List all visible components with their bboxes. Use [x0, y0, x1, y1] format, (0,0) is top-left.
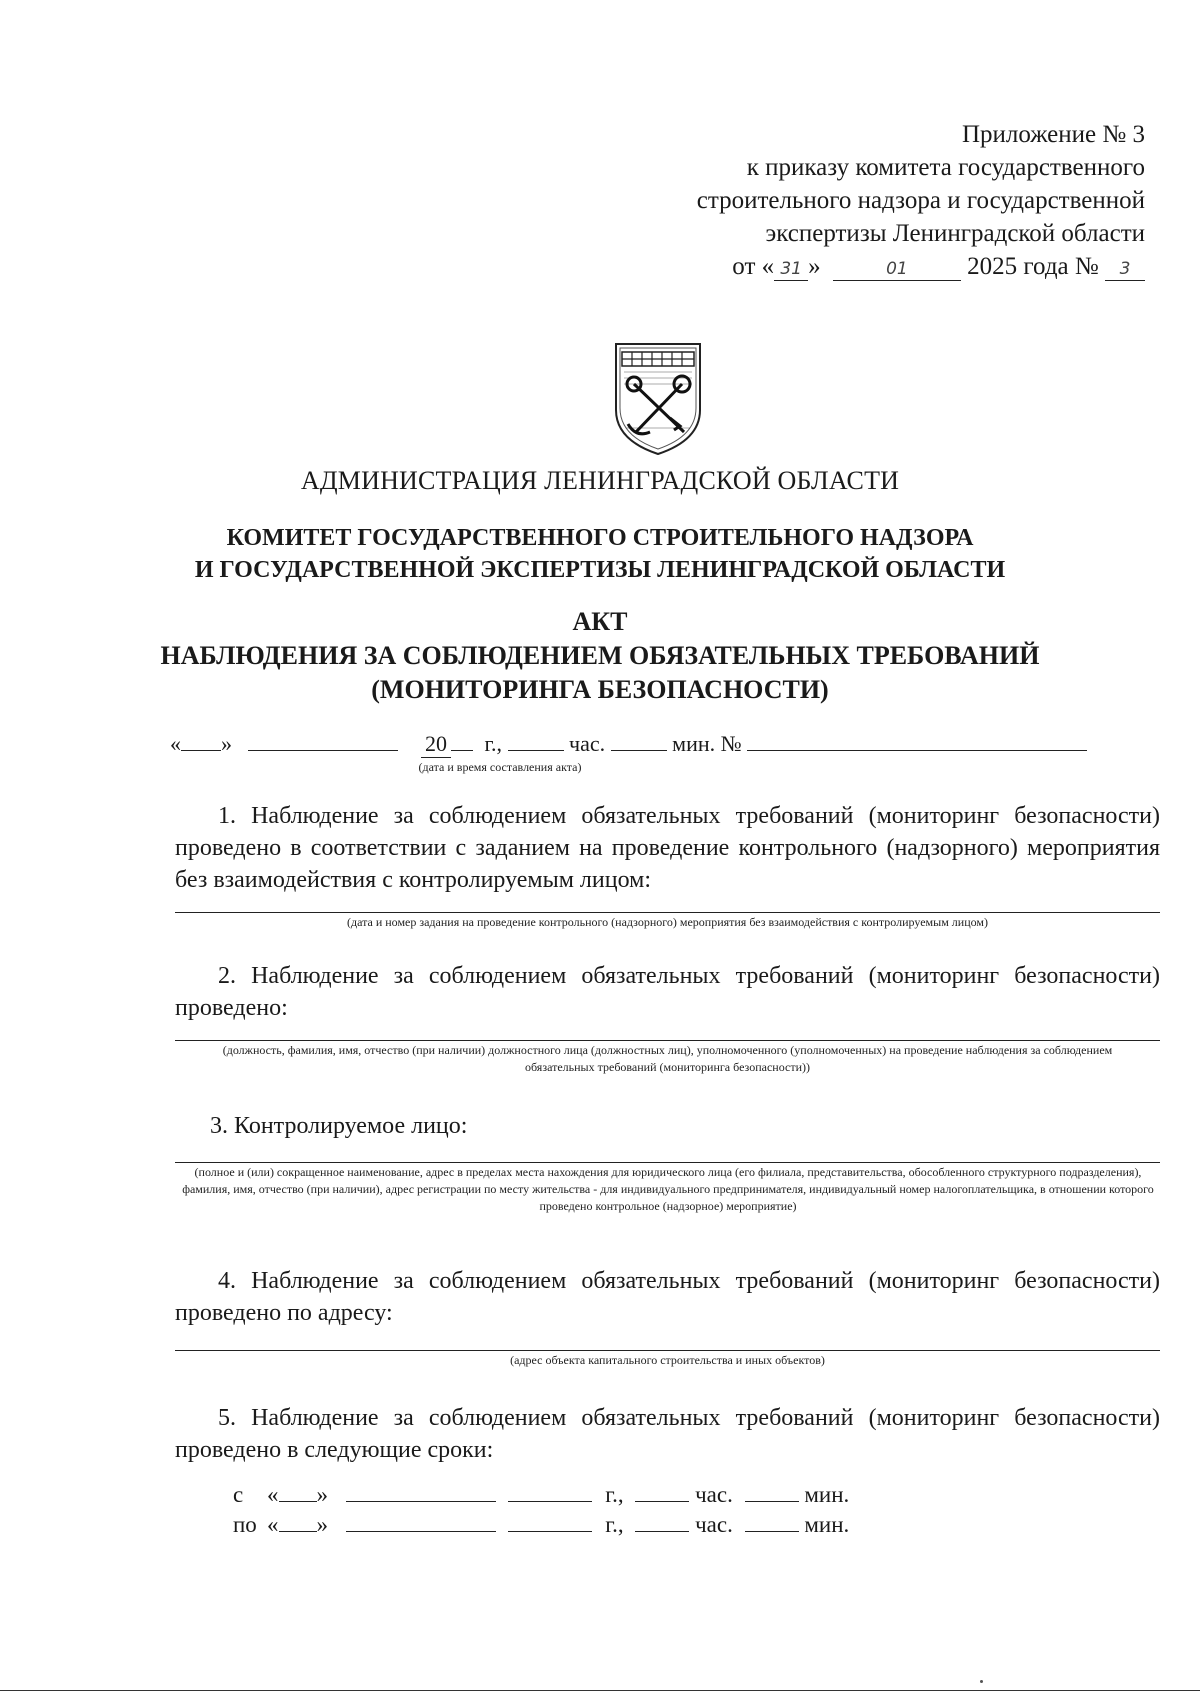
section-1-caption: (дата и номер задания на проведение контрольного (надзорного) мероприятия без взаимодействия с контролируемым лицом)	[347, 915, 988, 929]
section-3-fill-line	[175, 1162, 1160, 1163]
appendix-line: к приказу комитета государственного	[746, 154, 1145, 181]
section-5-text: 5. Наблюдение за соблюдением обязательных требований (мониторинг безопасности) проведено в следующие сроки:	[175, 1405, 1160, 1463]
coat-of-arms-svg	[610, 340, 706, 458]
handwritten-number: 3	[1105, 258, 1145, 281]
appendix-title: Приложение № 3	[961, 121, 1145, 148]
section-3-caption: (полное и (или) сокращенное наименование, адрес в пределах места нахождения для юридического лица (его филиала, представительства, обособленного структурного подразделения), фамилия, имя, отчество (при наличии), адрес регистрации по месту жительства - для индивидуального предпринимателя, индивидуальный номер налогоплательщика, в отношении которого проведено контрольное (надзорное) мероприятие)	[182, 1165, 1154, 1213]
minutes-label: мин. №	[672, 731, 742, 756]
appendix-year: 2025 года №	[967, 253, 1099, 280]
appendix-from: от «	[732, 253, 775, 280]
year-blank	[508, 1481, 592, 1502]
section-1	[175, 800, 1160, 896]
open-quote: «	[267, 1512, 279, 1537]
year-blank	[508, 1511, 592, 1532]
title-sub: (МОНИТОРИНГА БЕЗОПАСНОСТИ)	[371, 675, 829, 704]
committee-line: КОМИТЕТ ГОСУДАРСТВЕННОГО СТРОИТЕЛЬНОГО НАДЗОРА	[226, 525, 974, 551]
from-label: с	[233, 1482, 244, 1507]
scan-dot	[980, 1680, 983, 1683]
section-5	[175, 1402, 1160, 1466]
act-number-blank	[747, 730, 1087, 751]
section-2	[175, 960, 1160, 1024]
year-blank	[451, 730, 473, 751]
close-quote: »	[316, 1482, 328, 1507]
day-blank	[181, 730, 221, 751]
to-label: по	[233, 1512, 257, 1537]
appendix-line: экспертизы Ленинградской области	[765, 220, 1145, 247]
section-4	[175, 1265, 1160, 1329]
section-3-text: 3. Контролируемое лицо:	[210, 1113, 468, 1139]
terms-to-row	[233, 1510, 849, 1540]
section-4-fill-line	[175, 1350, 1160, 1351]
terms-from-row	[233, 1480, 849, 1510]
year-suffix: г.,	[605, 1512, 624, 1537]
administration-heading: АДМИНИСТРАЦИЯ ЛЕНИНГРАДСКОЙ ОБЛАСТИ	[300, 466, 900, 495]
committee-line: И ГОСУДАРСТВЕННОЙ ЭКСПЕРТИЗЫ ЛЕНИНГРАДСКОЙ ОБЛАСТИ	[194, 557, 1006, 583]
century-text: 20	[421, 731, 451, 758]
section-4-text: 4. Наблюдение за соблюдением обязательных требований (мониторинг безопасности) проведено по адресу:	[175, 1268, 1160, 1326]
handwritten-month: 01	[833, 258, 961, 281]
minutes-label: мин.	[804, 1482, 850, 1507]
appendix-date-line	[697, 250, 1145, 283]
section-1-text: 1. Наблюдение за соблюдением обязательных требований (мониторинг безопасности) проведено в соответствии с заданием на проведение контрольного (надзорного) мероприятия без взаимодействия с контролируемым лицом:	[175, 803, 1160, 893]
title-main: НАБЛЮДЕНИЯ ЗА СОБЛЮДЕНИЕМ ОБЯЗАТЕЛЬНЫХ ТРЕБОВАНИЙ	[160, 641, 1040, 670]
open-quote: «	[267, 1482, 279, 1507]
section-4-caption: (адрес объекта капитального строительства и иных объектов)	[510, 1353, 825, 1367]
minute-blank	[745, 1481, 799, 1502]
hours-label: час.	[695, 1512, 733, 1537]
month-blank	[248, 730, 398, 751]
section-2-fill-line	[175, 1040, 1160, 1041]
minutes-label: мин.	[804, 1512, 850, 1537]
hours-label: час.	[569, 731, 606, 756]
act-date-line	[170, 730, 1160, 758]
month-blank	[346, 1481, 496, 1502]
appendix-day-close: »	[808, 253, 821, 280]
close-quote: »	[221, 731, 232, 756]
dateline-caption: (дата и время составления акта)	[418, 760, 582, 774]
minute-blank	[611, 730, 667, 751]
hour-blank	[508, 730, 564, 751]
handwritten-day: 31	[774, 258, 808, 281]
day-blank	[279, 1481, 317, 1502]
committee-heading	[0, 522, 1200, 586]
document-title	[0, 605, 1200, 707]
appendix-line: строительного надзора и государственной	[696, 187, 1145, 214]
coat-of-arms-icon	[610, 340, 706, 458]
section-2-caption: (должность, фамилия, имя, отчество (при наличии) должностного лица (должностных лиц), уполномоченного (уполномоченных) на проведение наблюдения за соблюдением обязательных требований (мониторинга безопасности))	[222, 1043, 1113, 1074]
appendix-block	[697, 118, 1145, 283]
year-suffix: г.,	[605, 1482, 624, 1507]
minute-blank	[745, 1511, 799, 1532]
hour-blank	[635, 1481, 689, 1502]
section-2-text: 2. Наблюдение за соблюдением обязательных требований (мониторинг безопасности) проведено:	[175, 963, 1160, 1021]
section-1-fill-line	[175, 912, 1160, 913]
close-quote: »	[316, 1512, 328, 1537]
hour-blank	[635, 1511, 689, 1532]
section-3	[175, 1110, 1160, 1142]
month-blank	[346, 1511, 496, 1532]
open-quote: «	[170, 731, 181, 756]
hours-label: час.	[695, 1482, 733, 1507]
page-bottom-edge	[0, 1690, 1200, 1691]
year-suffix: г.,	[484, 731, 503, 756]
title-act: АКТ	[572, 607, 628, 636]
day-blank	[279, 1511, 317, 1532]
